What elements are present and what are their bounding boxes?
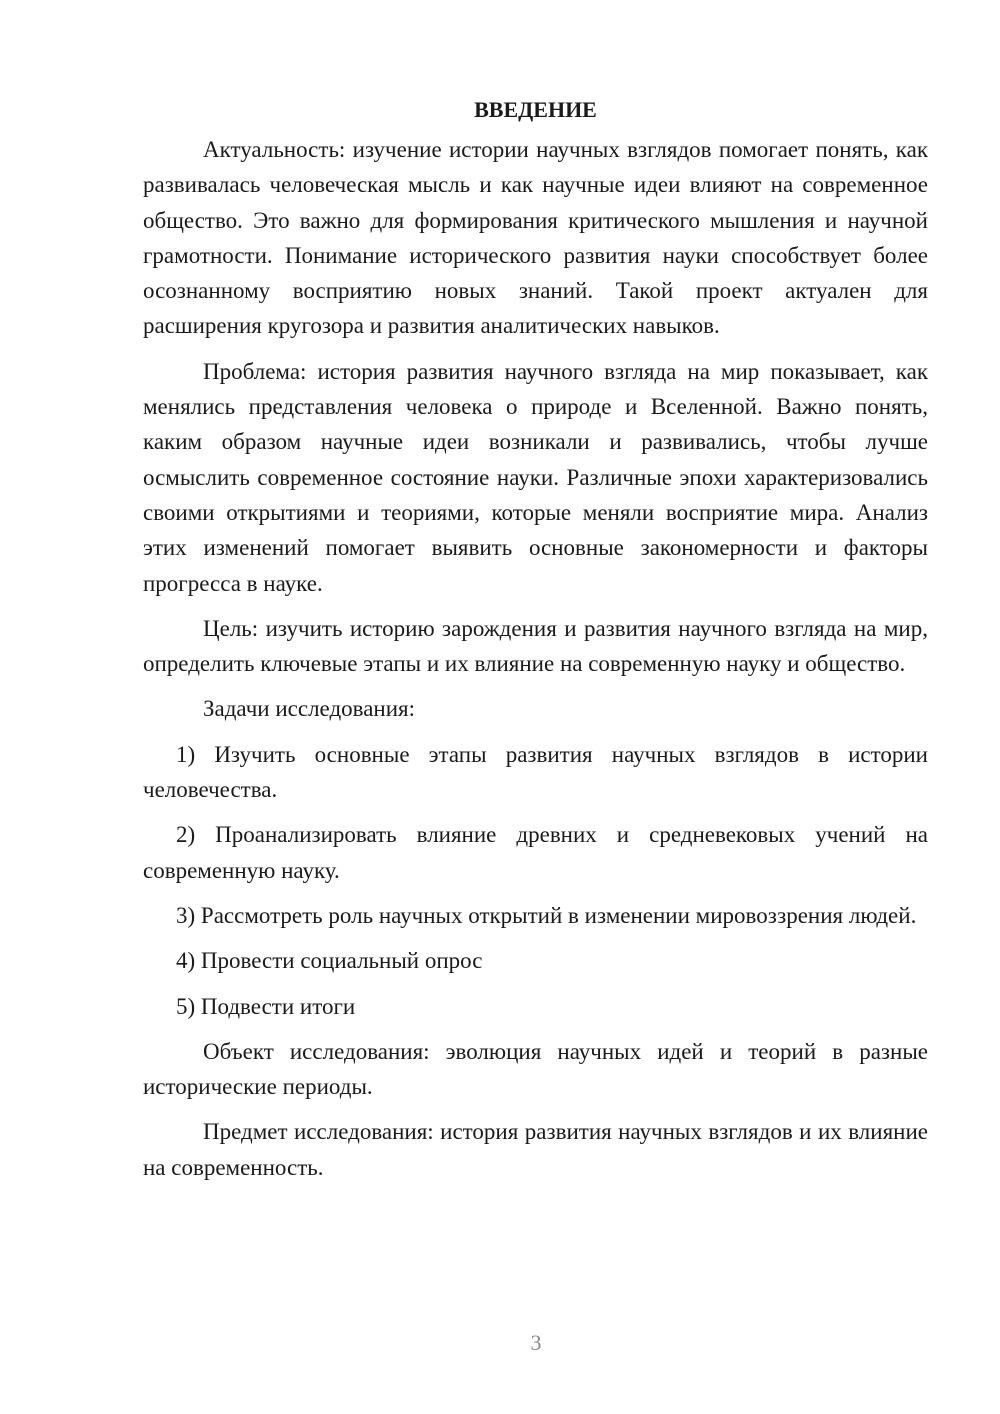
tasks-heading: Задачи исследования: [203, 696, 416, 722]
task-item-5: 5) Подвести итоги [176, 993, 356, 1019]
task-item-1: 1) Изучить основные этапы развития научных взглядов в истории человечества. [143, 741, 928, 803]
relevance-paragraph: Актуальность: изучение истории научных взглядов помогает понять, как развивалась человеческая мысль и как научные идеи влияют на современное общество. Это важно для формирования критического мышления и научной грамотности. Понимание исторического развития науки способствует более осознанному восприятию новых знаний. Такой проект актуален для расширения кругозора и развития аналитических навыков. [143, 137, 928, 339]
task-item-3: 3) Рассмотреть роль научных открытий в изменении мировоззрения людей. [176, 902, 917, 928]
problem-paragraph: Проблема: история развития научного взгляда на мир показывает, как менялись представления человека о природе и Вселенной. Важно понять, каким образом научные идеи возникали и развивались, чтобы лучше осмыслить современное состояние науки. Различные эпохи характеризовались своими открытиями и теориями, которые меняли восприятие мира. Анализ этих изменений помогает выявить основные закономерности и факторы прогресса в науке. [143, 358, 928, 596]
subject-paragraph: Предмет исследования: история развития научных взглядов и их влияние на современность. [143, 1119, 928, 1180]
object-paragraph: Объект исследования: эволюция научных идей и теорий в разные исторические периоды. [143, 1038, 928, 1100]
page-number: 3 [530, 1330, 542, 1355]
page-content [143, 92, 928, 1195]
task-item-2: 2) Проанализировать влияние древних и средневековых учений на современную науку. [143, 822, 928, 883]
goal-paragraph: Цель: изучить историю зарождения и развития научного взгляда на мир, определить ключевые этапы и их влияние на современную науку и общество. [143, 615, 928, 677]
section-title: ВВЕДЕНИЕ [474, 97, 597, 122]
task-item-4: 4) Провести социальный опрос [176, 948, 483, 974]
